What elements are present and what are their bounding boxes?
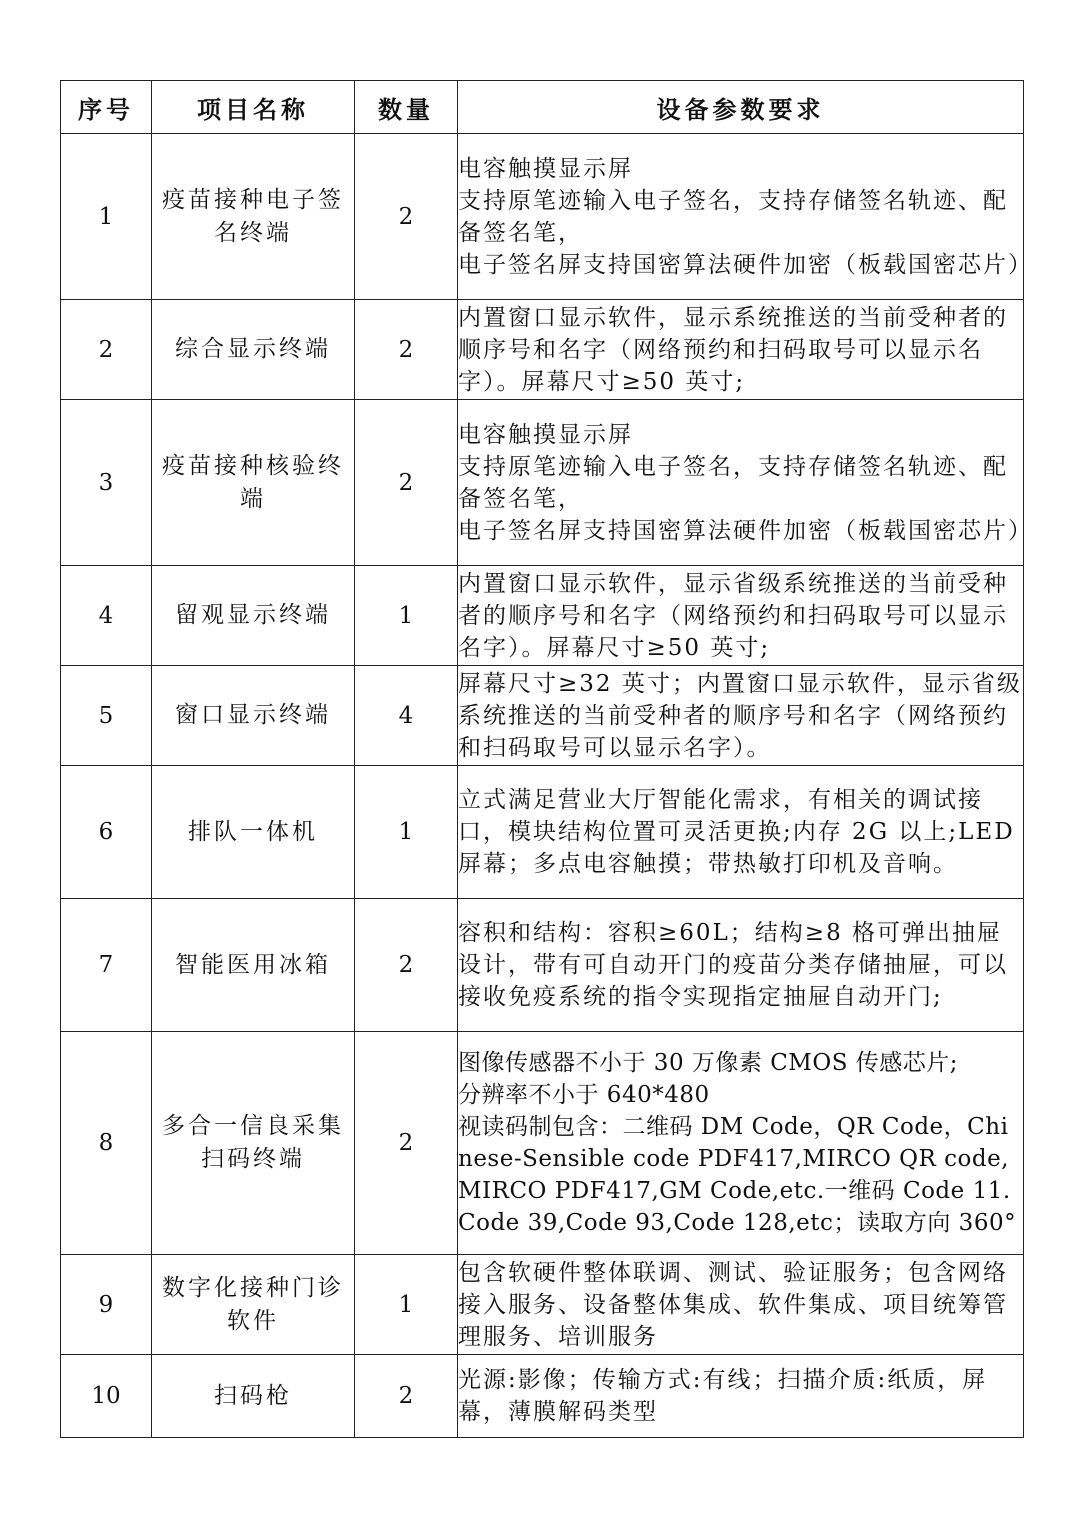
spec-line: 电容触摸显示屏 [458,421,633,448]
row-quantity: 2 [355,300,458,400]
table-row [61,899,1024,1032]
table-row [61,134,1024,300]
spec-line: 光源:影像；传输方式:有线；扫描介质:纸质，屏幕，薄膜解码类型 [458,1367,988,1425]
row-item-name: 排队一体机 [152,766,355,899]
header-spec: 设备参数要求 [458,81,1024,134]
spec-line: 支持原笔迹输入电子签名，支持存储签名轨迹、配备签名笔， [458,187,1008,246]
row-item-name: 多合一信良采集扫码终端 [152,1032,355,1255]
row-spec [458,1032,1024,1255]
table-row [61,1032,1024,1255]
row-number: 9 [61,1255,152,1355]
row-spec [458,300,1024,400]
row-item-name: 扫码枪 [152,1355,355,1438]
row-spec [458,134,1033,300]
spec-line: 图像传感器不小于 30 万像素 CMOS 传感芯片; [458,1050,959,1076]
row-number: 10 [61,1355,152,1438]
header-number: 序号 [61,81,152,134]
header-item-name: 项目名称 [152,81,355,134]
spec-line: 支持原笔迹输入电子签名，支持存储签名轨迹、配备签名笔， [458,453,1008,512]
row-number: 8 [61,1032,152,1255]
row-number: 3 [61,400,152,566]
row-quantity: 2 [355,134,458,300]
spec-line: 视读码制包含：二维码 DM Code，QR Code，Chinese-Sensible code PDF417,MIRCO QR code, MIRCO PDF417,GM Code,etc.一维码 Code 11.Code 39,Code 93,Code 128,etc；读取方向 360° [458,1114,1017,1236]
table-row [61,1255,1024,1355]
spec-line: 内置窗口显示软件，显示省级系统推送的当前受种者的顺序号和名字（网络预约和扫码取号可以显示名字）。屏幕尺寸≥50 英寸; [458,570,1008,661]
row-item-name: 疫苗接种核验终端 [152,400,355,566]
row-number: 2 [61,300,152,400]
header-row [61,81,1024,134]
row-quantity: 4 [355,666,458,766]
row-item-name: 留观显示终端 [152,566,355,666]
row-number: 5 [61,666,152,766]
row-number: 7 [61,899,152,1032]
spec-line: 电容触摸显示屏 [458,155,633,182]
row-item-name: 数字化接种门诊软件 [152,1255,355,1355]
spec-line: 立式满足营业大厅智能化需求，有相关的调试接口，模块结构位置可灵活更换;内存 2G 以上;LED 屏幕；多点电容触摸；带热敏打印机及音响。 [458,787,1015,877]
table-row [61,566,1024,666]
table-row [61,400,1024,566]
row-quantity: 2 [355,899,458,1032]
row-quantity: 1 [355,766,458,899]
row-spec [458,1355,1024,1438]
row-item-name: 智能医用冰箱 [152,899,355,1032]
spec-line: 容积和结构：容积≥60L；结构≥8 格可弹出抽屉设计，带有可自动开门的疫苗分类存储抽屉，可以接收免疫系统的指令实现指定抽屉自动开门; [458,920,1008,1010]
row-quantity: 2 [355,400,458,566]
spec-line: 分辨率不小于 640*480 [458,1082,710,1108]
row-quantity: 2 [355,1355,458,1438]
spec-line: 屏幕尺寸≥32 英寸；内置窗口显示软件，显示省级系统推送的当前受种者的顺序号和名字（网络预约和扫码取号可以显示名字）。 [458,670,1022,761]
spec-line: 电子签名屏支持国密算法硬件加密（板载国密芯片） [458,517,1033,544]
equipment-spec-table [60,80,1033,1438]
row-number: 6 [61,766,152,899]
row-quantity: 1 [355,1255,458,1355]
row-quantity: 2 [355,1032,458,1255]
row-spec [458,666,1024,766]
spec-line: 内置窗口显示软件，显示系统推送的当前受种者的顺序号和名字（网络预约和扫码取号可以显示名字）。屏幕尺寸≥50 英寸; [458,304,1008,395]
row-quantity: 1 [355,566,458,666]
spec-line: 包含软硬件整体联调、测试、验证服务；包含网络接入服务、设备整体集成、软件集成、项目统筹管理服务、培训服务 [458,1259,1008,1350]
row-number: 1 [61,134,152,300]
row-spec [458,766,1024,899]
row-item-name: 综合显示终端 [152,300,355,400]
row-spec [458,1255,1024,1355]
row-item-name: 窗口显示终端 [152,666,355,766]
table-row [61,766,1024,899]
header-quantity: 数量 [355,81,458,134]
row-spec [458,566,1024,666]
row-number: 4 [61,566,152,666]
table-row [61,1355,1024,1438]
row-spec [458,400,1033,566]
table-row [61,300,1024,400]
row-spec [458,899,1024,1032]
row-item-name: 疫苗接种电子签名终端 [152,134,355,300]
table-row [61,666,1024,766]
spec-line: 电子签名屏支持国密算法硬件加密（板载国密芯片） [458,251,1033,278]
